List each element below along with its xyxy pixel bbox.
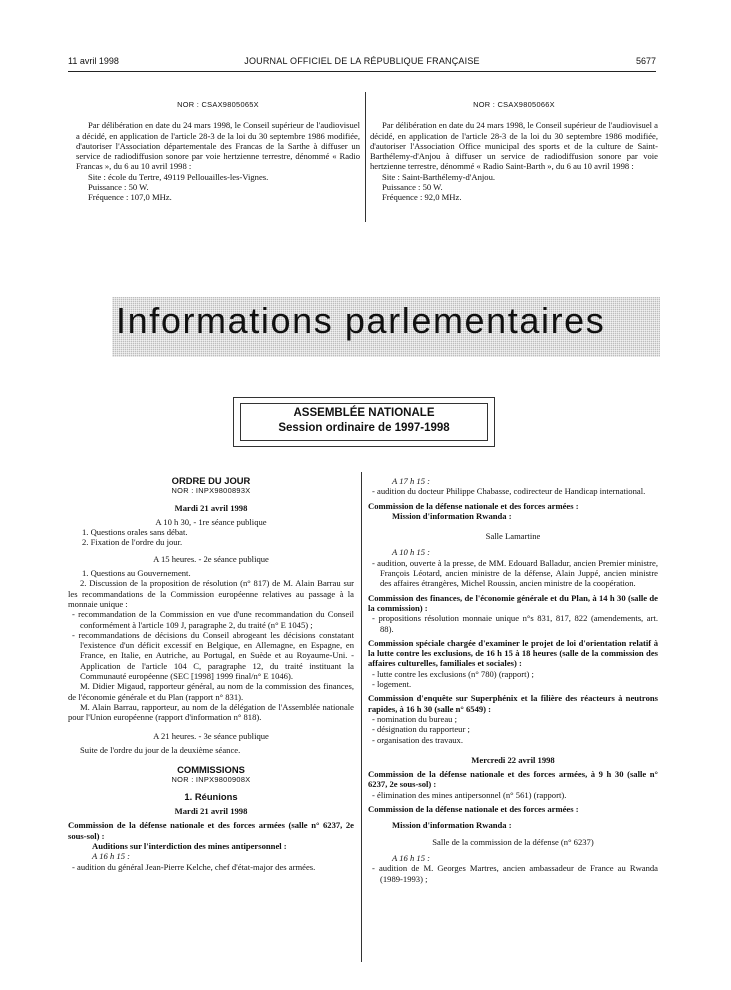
date-heading: Mardi 21 avril 1998 bbox=[174, 806, 248, 817]
deliberation-text: Par délibération en date du 24 mars 1998, le Conseil supérieur de l'audiovisuel a décidé, en application de l'article 28-3 de la loi du 30 septembre 1986 modifiée, d'autoriser l'Association départementale des Francas de la Sarthe à diffuser un service de radiodiffusion sonore par voie hertzienne terrestre, dénommé « Radio Francas », du 6 au 10 avril 1998 : bbox=[76, 120, 360, 172]
commission-item: - nomination du bureau ; bbox=[372, 713, 457, 724]
auditions-heading: Auditions sur l'interdiction des mines antipersonnel : bbox=[92, 840, 287, 851]
time-line: A 17 h 15 : bbox=[392, 476, 431, 486]
room-line: Salle de la commission de la défense (n° 6237) bbox=[432, 836, 594, 847]
audition-item: - audition de M. Georges Martres, ancien ambassadeur de France au Rwanda (1989-1993) ; bbox=[372, 863, 658, 884]
commission-item: - désignation du rapporteur ; bbox=[372, 724, 470, 735]
commission-name: Commission spéciale chargée d'examiner le projet de loi d'orientation relatif à la lutte contre les exclusions, de 16 h 15 à 18 heures (salle de la commission des affaires culturelles, familiales et sociales) : bbox=[368, 637, 658, 669]
column-divider bbox=[365, 92, 366, 222]
commission-name: Commission de la défense nationale et des forces armées (salle n° 6237, 2e sous-sol) : bbox=[68, 820, 354, 841]
power-line: Puissance : 50 W. bbox=[382, 182, 443, 193]
page-number: 5677 bbox=[635, 56, 656, 66]
time-line: A 16 h 15 : bbox=[92, 851, 131, 862]
lower-right-column bbox=[368, 476, 658, 884]
agenda-item: 2. Discussion de la proposition de résolution (n° 817) de M. Alain Barrau sur les recommandations de la Commission européenne relatives au passage à la monnaie unique : bbox=[68, 578, 354, 609]
header-date: 11 avril 1998 bbox=[68, 56, 119, 66]
commission-item: - élimination des mines antipersonnel (n° 561) (rapport). bbox=[372, 789, 567, 800]
date-heading: Mardi 21 avril 1998 bbox=[174, 502, 248, 513]
assembly-name: ASSEMBLÉE NATIONALE bbox=[293, 407, 435, 419]
room-line: Salle Lamartine bbox=[485, 531, 541, 542]
audition-item: - audition du général Jean-Pierre Kelche, chef d'état-major des armées. bbox=[72, 861, 316, 872]
assembly-box bbox=[233, 397, 495, 447]
commission-name: Commission d'enquête sur Superphénix et la filière des réacteurs à neutrons rapides, à 16 h 30 (salle n° 6549) : bbox=[368, 693, 658, 714]
commission-item: - propositions résolution monnaie unique n°s 831, 817, 822 (amendements, art. 88). bbox=[372, 613, 658, 634]
site-line: Site : Saint-Barthélemy-d'Anjou. bbox=[382, 171, 496, 182]
ordre-du-jour-title: ORDRE DU JOUR bbox=[171, 475, 251, 486]
lower-left-column bbox=[68, 476, 354, 872]
commissions-nor: NOR : INPX9800908X bbox=[171, 775, 251, 785]
frequency-line: Fréquence : 107,0 MHz. bbox=[88, 192, 172, 203]
section-banner bbox=[112, 297, 660, 357]
sitting-3-text: Suite de l'ordre du jour de la deuxième séance. bbox=[80, 744, 241, 755]
session-name: Session ordinaire de 1997-1998 bbox=[278, 422, 450, 434]
sitting-2: A 15 heures. - 2e séance publique bbox=[153, 553, 269, 564]
agenda-item: 2. Fixation de l'ordre du jour. bbox=[82, 537, 183, 548]
ordre-nor: NOR : INPX9800893X bbox=[171, 486, 251, 496]
assembly-box-inner bbox=[240, 403, 488, 441]
agenda-bullet: - recommandation de la Commission en vue d'une recommandation du Conseil conformément à l'article 109 J, paragraphe 2, du traité (n° E 1045) ; bbox=[72, 609, 354, 630]
agenda-item: 1. Questions au Gouvernement. bbox=[82, 568, 191, 579]
commission-name: Commission des finances, de l'économie générale et du Plan, à 14 h 30 (salle de la commission) : bbox=[368, 592, 658, 613]
commission-item: - logement. bbox=[372, 679, 412, 690]
mission-heading: Mission d'information Rwanda : bbox=[392, 510, 512, 521]
commission-item: - lutte contre les exclusions (n° 780) (rapport) ; bbox=[372, 668, 534, 679]
time-line: A 16 h 15 : bbox=[392, 852, 431, 863]
commission-name: Commission de la défense nationale et des forces armées, à 9 h 30 (salle n° 6237, 2e sous-sol) : bbox=[368, 769, 658, 790]
rapporteur-text: M. Didier Migaud, rapporteur général, au nom de la commission des finances, de l'économie générale et du Plan (rapport n° 831). bbox=[68, 681, 354, 702]
header-title: JOURNAL OFFICIEL DE LA RÉPUBLIQUE FRANÇAISE bbox=[244, 56, 480, 66]
nor-reference: NOR : CSAX9805065X bbox=[177, 100, 259, 109]
commission-name: Commission de la défense nationale et des forces armées : bbox=[368, 804, 579, 815]
column-divider bbox=[361, 472, 362, 962]
deliberation-text: Par délibération en date du 24 mars 1998, le Conseil supérieur de l'audiovisuel a décidé, en application de l'article 28-3 de la loi du 30 septembre 1986 modifiée, d'autoriser l'Association Office municipal des sports et de la culture de Saint-Barthélemy-d'Anjou à diffuser un service de radiodiffusion sonore par voie hertzienne terrestre, dénommé « Radio Saint-Barth », du 6 au 10 avril 1998 : bbox=[370, 120, 658, 172]
reunions-heading: 1. Réunions bbox=[184, 790, 238, 802]
commission-item: - organisation des travaux. bbox=[372, 734, 464, 745]
frequency-line: Fréquence : 92,0 MHz. bbox=[382, 192, 462, 203]
site-line: Site : école du Tertre, 49119 Pellouailles-les-Vignes. bbox=[88, 171, 269, 182]
top-left-column bbox=[76, 100, 360, 203]
top-right-column bbox=[370, 100, 658, 203]
agenda-bullet: - recommandations de décisions du Conseil abrogeant les décisions constatant l'existence d'un déficit excessif en Belgique, en Allemagne, en Espagne, en France, en Italie, en Autriche, au Portugal, en Suède et au Royaume-Uni. - Application de l'article 104 C, paragraphe 12, du traité instituant la Communauté européenne (SEC [1998] 1999 final/n° E 1046). bbox=[72, 629, 354, 682]
mission-heading: Mission d'information Rwanda : bbox=[392, 820, 512, 831]
banner-title: Informations parlementaires bbox=[116, 300, 606, 341]
agenda-item: 1. Questions orales sans débat. bbox=[82, 527, 188, 538]
audition-item: - audition du docteur Philippe Chabasse, codirecteur de Handicap international. bbox=[372, 486, 646, 497]
commission-name: Commission de la défense nationale et des forces armées : bbox=[368, 500, 579, 511]
time-line: A 10 h 15 : bbox=[392, 547, 431, 558]
running-header bbox=[68, 56, 656, 70]
date-heading: Mercredi 22 avril 1998 bbox=[471, 754, 555, 765]
sitting-3: A 21 heures. - 3e séance publique bbox=[153, 730, 269, 741]
audition-item: - audition, ouverte à la presse, de MM. Edouard Balladur, ancien Premier ministre, François Léotard, ancien ministre de la défense, Alain Juppé, ancien ministre des affaires étrangères, Michel Roussin, ancien ministre de la coopération. bbox=[372, 557, 658, 589]
commissions-title: COMMISSIONS bbox=[177, 764, 245, 776]
header-rule bbox=[68, 71, 656, 72]
nor-reference: NOR : CSAX9805066X bbox=[473, 100, 555, 109]
rapporteur-text: M. Alain Barrau, rapporteur, au nom de la délégation de l'Assemblée nationale pour l'Union européenne (rapport d'information n° 818). bbox=[68, 701, 354, 723]
sitting-1: A 10 h 30, - 1re séance publique bbox=[155, 516, 267, 527]
power-line: Puissance : 50 W. bbox=[88, 182, 149, 193]
